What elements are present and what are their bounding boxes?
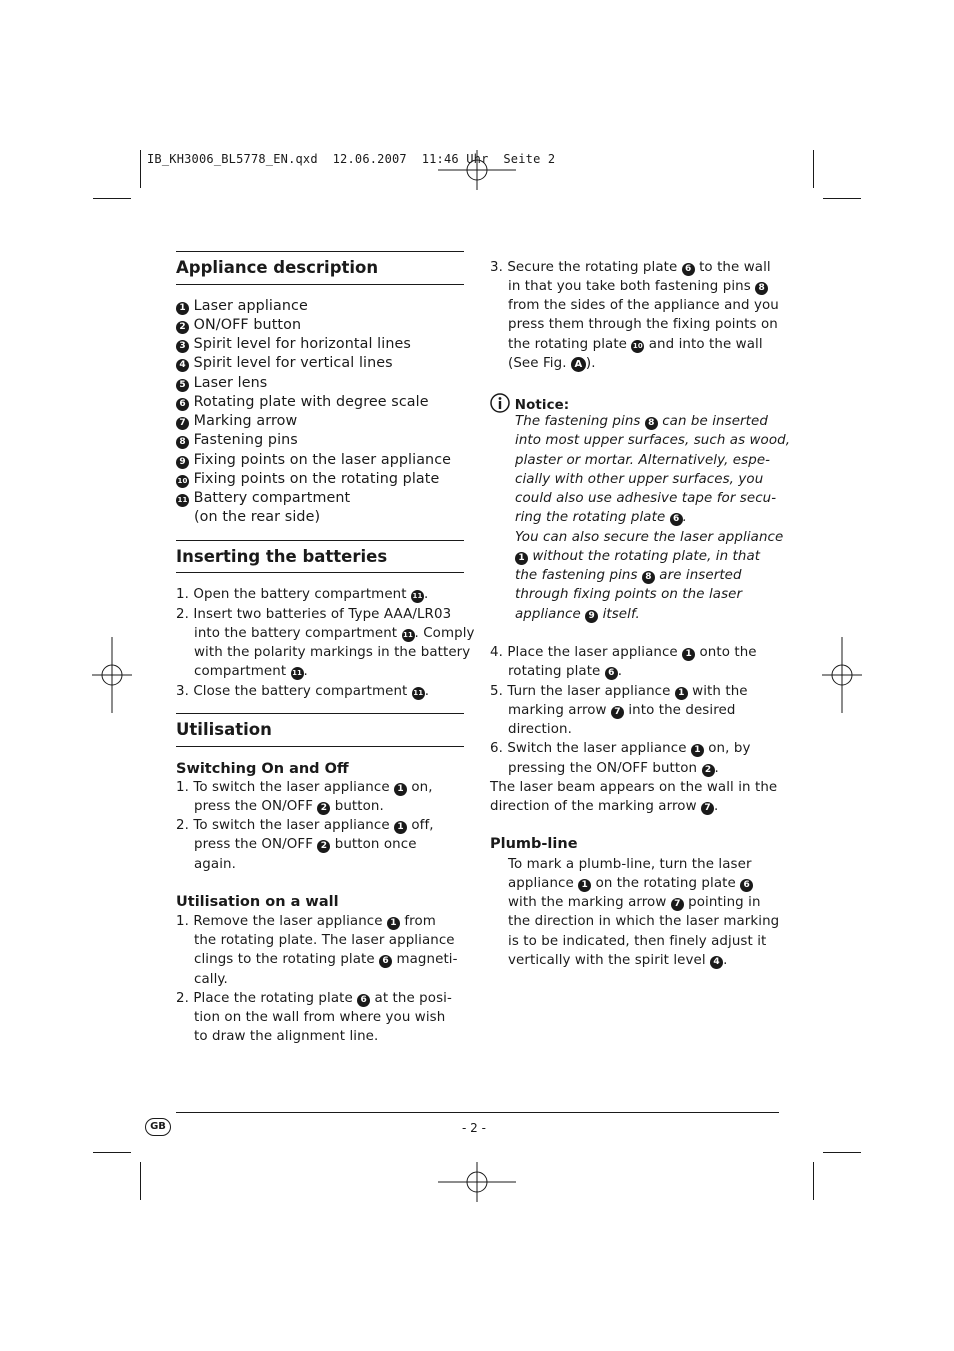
step-line: 2. Insert two batteries of Type AAA/LR03 bbox=[176, 607, 452, 622]
notice-line: 1 without the rotating plate, in that bbox=[515, 549, 760, 565]
page-number: - 2 - bbox=[462, 1121, 486, 1135]
step-line: 5. Turn the laser appliance 1 with the bbox=[490, 684, 748, 699]
number-badge: 5 bbox=[176, 379, 189, 392]
body-line: direction of the marking arrow 7 . bbox=[490, 799, 719, 814]
step-line: with the polarity markings in the battery bbox=[194, 645, 471, 660]
registration-mark-bottom bbox=[438, 1162, 516, 1202]
plumb-line-heading: Plumb-line bbox=[490, 836, 578, 852]
number-badge: 6 bbox=[176, 398, 189, 411]
number-badge: 11 bbox=[176, 494, 189, 507]
notice-line: could also use adhesive tape for secu- bbox=[515, 491, 777, 506]
wall-heading: Utilisation on a wall bbox=[176, 894, 339, 910]
step-line: 1. Open the battery compartment 11 . bbox=[176, 587, 429, 602]
step-line: 1. To switch the laser appliance 1 on, bbox=[176, 780, 433, 795]
notice-line: appliance 9 itself. bbox=[515, 607, 640, 622]
body-line: vertically with the spirit level 4 . bbox=[508, 953, 728, 968]
step-line: 1. Remove the laser appliance 1 from bbox=[176, 914, 436, 929]
section-rule bbox=[176, 746, 464, 747]
body-line: is to be indicated, then finely adjust it bbox=[508, 934, 767, 949]
step-line: direction. bbox=[508, 722, 572, 737]
notice-line: You can also secure the laser appliance bbox=[515, 530, 784, 545]
step-line: tion on the wall from where you wish bbox=[194, 1010, 446, 1025]
list-item: 6 Rotating plate with degree scale bbox=[176, 394, 429, 411]
number-badge: 3 bbox=[176, 340, 189, 353]
notice-line: plaster or mortar. Alternatively, espe- bbox=[515, 453, 771, 468]
body-line: appliance 1 on the rotating plate 6 bbox=[508, 876, 753, 892]
figure-a-badge: A bbox=[571, 357, 586, 372]
step-line: clings to the rotating plate 6 magneti- bbox=[194, 952, 458, 967]
step-line: the rotating plate. The laser appliance bbox=[194, 933, 455, 948]
section-rule bbox=[176, 713, 464, 714]
list-item: 1 Laser appliance bbox=[176, 298, 308, 315]
step-line: cally. bbox=[194, 972, 228, 987]
step-line: 2. To switch the laser appliance 1 off, bbox=[176, 818, 434, 833]
list-item: 11 Battery compartment bbox=[177, 490, 351, 506]
step-line: again. bbox=[194, 857, 236, 872]
notice-line: through fixing points on the laser bbox=[515, 587, 743, 602]
number-badge: 2 bbox=[176, 321, 189, 334]
step-line: the rotating plate 10 and into the wall bbox=[508, 337, 763, 352]
number-badge: 10 bbox=[176, 475, 189, 488]
step-line: press them through the fixing points on bbox=[508, 317, 778, 332]
notice-line: into most upper surfaces, such as wood, bbox=[515, 433, 791, 448]
step-line: rotating plate 6 . bbox=[508, 664, 623, 679]
list-item-continuation: (on the rear side) bbox=[194, 509, 321, 525]
footer-rule bbox=[176, 1112, 779, 1113]
info-icon bbox=[490, 393, 510, 413]
list-item: 4 Spirit level for vertical lines bbox=[176, 355, 393, 372]
number-badge: 4 bbox=[176, 359, 189, 372]
switching-heading: Switching On and Off bbox=[176, 761, 349, 777]
body-line: To mark a plumb-line, turn the laser bbox=[508, 857, 752, 872]
registration-mark-top bbox=[438, 150, 516, 190]
list-item: 9 Fixing points on the laser appliance bbox=[176, 452, 451, 469]
list-item: 3 Spirit level for horizontal lines bbox=[176, 336, 411, 353]
step-line: press the ON/OFF 2 button. bbox=[194, 799, 384, 814]
section-rule bbox=[176, 572, 464, 573]
step-line: marking arrow 7 into the desired bbox=[508, 703, 736, 718]
number-badge: 1 bbox=[176, 302, 189, 315]
utilisation-heading: Utilisation bbox=[176, 720, 272, 739]
list-item: 7 Marking arrow bbox=[176, 413, 297, 430]
notice-label: Notice: bbox=[490, 393, 569, 413]
step-line: 6. Switch the laser appliance 1 on, by bbox=[490, 741, 751, 756]
notice-line: the fastening pins 8 are inserted bbox=[515, 568, 742, 583]
step-line: from the sides of the appliance and you bbox=[508, 298, 779, 313]
notice-line: The fastening pins 8 can be inserted bbox=[515, 414, 768, 429]
list-item: 10 Fixing points on the rotating plate bbox=[177, 471, 440, 487]
list-item: 2 ON/OFF button bbox=[176, 317, 301, 334]
step-line: to draw the alignment line. bbox=[194, 1029, 379, 1044]
body-line: the direction in which the laser marking bbox=[508, 914, 780, 929]
body-line: The laser beam appears on the wall in the bbox=[490, 780, 778, 795]
section-rule bbox=[176, 251, 464, 252]
registration-mark-right bbox=[822, 637, 862, 713]
step-line: press the ON/OFF 2 button once bbox=[194, 837, 417, 852]
step-line: into the battery compartment 11 . Comply bbox=[194, 626, 475, 641]
notice-line: cially with other upper surfaces, you bbox=[515, 472, 764, 487]
step-line: 3. Close the battery compartment 11 . bbox=[176, 684, 430, 699]
step-line: in that you take both fastening pins 8 bbox=[508, 279, 768, 295]
country-badge: GB bbox=[145, 1118, 171, 1136]
step-line: compartment 11 . bbox=[194, 664, 308, 679]
step-line: (See Fig. A ). bbox=[508, 356, 596, 371]
list-item: 5 Laser lens bbox=[176, 375, 267, 392]
list-item: 8 Fastening pins bbox=[176, 432, 298, 449]
registration-mark-left bbox=[92, 637, 132, 713]
inserting-batteries-heading: Inserting the batteries bbox=[176, 547, 388, 566]
number-badge: 8 bbox=[176, 436, 189, 449]
step-line: 3. Secure the rotating plate 6 to the wall bbox=[490, 260, 771, 275]
number-badge: 7 bbox=[176, 417, 189, 430]
section-rule bbox=[176, 540, 464, 541]
step-line: 2. Place the rotating plate 6 at the posi- bbox=[176, 991, 452, 1006]
appliance-description-heading: Appliance description bbox=[176, 258, 379, 277]
file-slug: IB_KH3006_BL5778_EN.qxd 12.06.2007 11:46 Uhr Seite 2 bbox=[147, 152, 556, 166]
step-line: 4. Place the laser appliance 1 onto the bbox=[490, 645, 757, 660]
section-rule bbox=[176, 284, 464, 285]
notice-line: ring the rotating plate 6 . bbox=[515, 510, 688, 525]
number-badge: 9 bbox=[176, 456, 189, 469]
step-line: pressing the ON/OFF button 2 . bbox=[508, 761, 719, 776]
body-line: with the marking arrow 7 pointing in bbox=[508, 895, 761, 910]
